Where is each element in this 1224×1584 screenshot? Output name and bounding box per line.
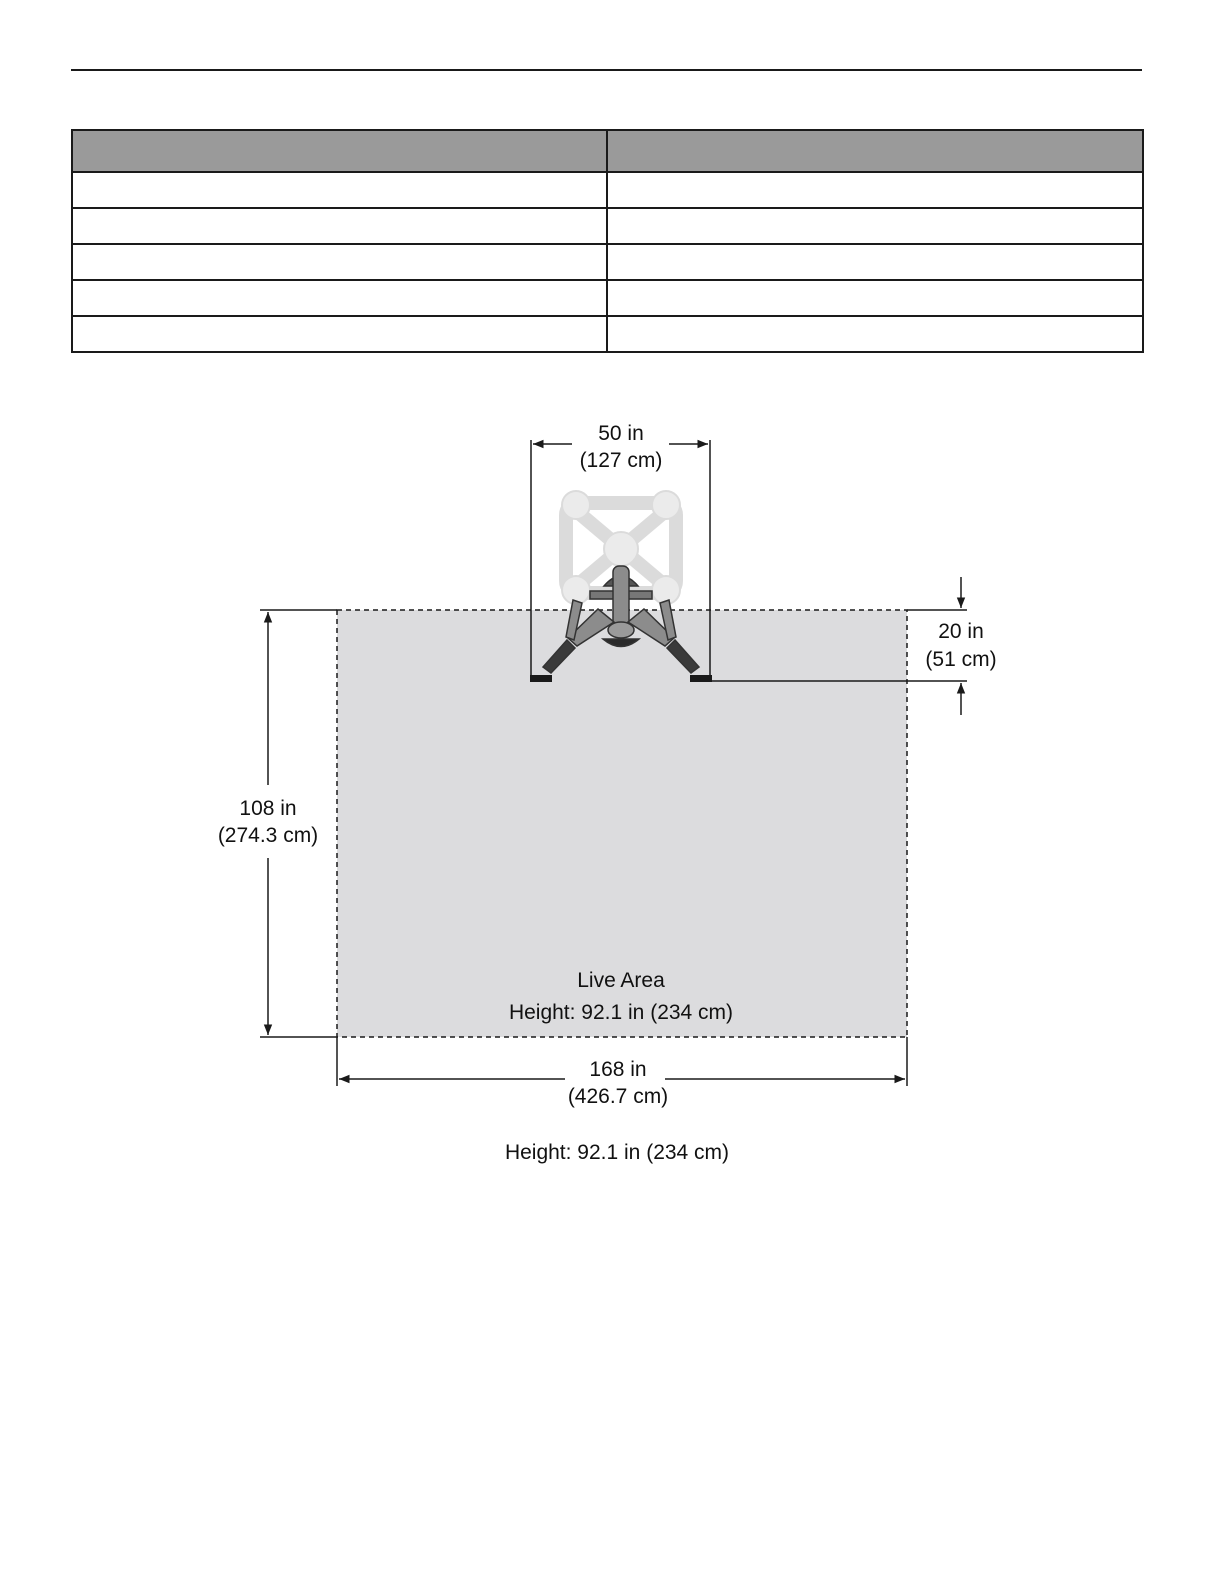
dimension-168in bbox=[337, 1037, 907, 1108]
dimension-label: (426.7 cm) bbox=[567, 1085, 669, 1108]
dimension-label: 20 in bbox=[938, 620, 984, 643]
dimension-label: 108 in bbox=[239, 797, 297, 820]
dimension-108in bbox=[218, 610, 337, 1037]
dimension-label: (51 cm) bbox=[925, 648, 997, 671]
dimension-label: (127 cm) bbox=[579, 449, 663, 472]
live-area-height: Height: 92.1 in (234 cm) bbox=[508, 1001, 734, 1024]
dimension-label: 168 in bbox=[589, 1058, 647, 1081]
dimension-label: 50 in bbox=[598, 422, 644, 445]
height-caption: Height: 92.1 in (234 cm) bbox=[504, 1141, 730, 1164]
dimension-label: (274.3 cm) bbox=[217, 824, 319, 847]
live-area-label: Live Area bbox=[577, 969, 665, 992]
